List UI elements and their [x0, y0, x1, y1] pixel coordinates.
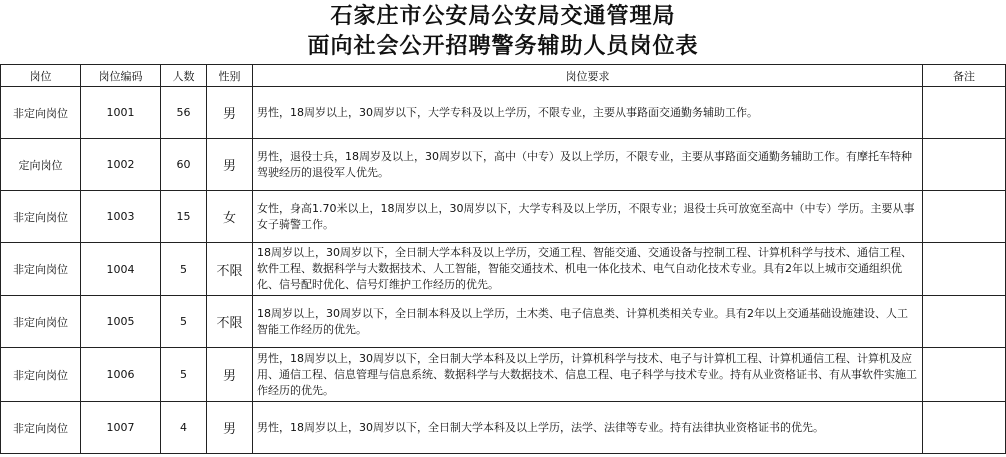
- cell-note: [923, 139, 1006, 191]
- table-header-row: [1, 65, 1006, 87]
- cell-note: [923, 87, 1006, 139]
- header-post: 岗位: [1, 65, 81, 87]
- cell-code: 1002: [81, 139, 161, 191]
- cell-requirement: 男性，18周岁以上，30周岁以下，全日制大学本科及以上学历，计算机科学与技术、电子与计算机工程、计算机通信工程、计算机及应用、通信工程、信息管理与信息系统、数据科学与大数据技术、信息工程、电子科学与技术专业。持有从业资格证书、有从事软件实施工作经历的优先。: [253, 348, 923, 402]
- cell-post: 非定向岗位: [1, 348, 81, 402]
- cell-post: 非定向岗位: [1, 87, 81, 139]
- cell-note: [923, 402, 1006, 454]
- cell-count: 60: [161, 139, 207, 191]
- table-row: [1, 139, 1006, 191]
- cell-code: 1004: [81, 243, 161, 296]
- cell-post: 非定向岗位: [1, 243, 81, 296]
- cell-requirement: 男性，18周岁以上，30周岁以下，全日制大学本科及以上学历，法学、法律等专业。持有法律执业资格证书的优先。: [253, 402, 923, 454]
- cell-requirement: 18周岁以上，30周岁以下，全日制大学本科及以上学历，交通工程、智能交通、交通设备与控制工程、计算机科学与技术、通信工程、软件工程、数据科学与大数据技术、人工智能，智能交通技术、机电一体化技术、电气自动化技术专业。具有2年以上城市交通组织优化、信号配时优化、信号灯维护工作经历的优先。: [253, 243, 923, 296]
- positions-table: [0, 64, 1006, 454]
- cell-code: 1007: [81, 402, 161, 454]
- cell-requirement: 男性，18周岁以上，30周岁以下，大学专科及以上学历，不限专业，主要从事路面交通勤务辅助工作。: [253, 87, 923, 139]
- header-count: 人数: [161, 65, 207, 87]
- cell-post: 定向岗位: [1, 139, 81, 191]
- cell-note: [923, 348, 1006, 402]
- cell-count: 5: [161, 243, 207, 296]
- cell-gender: 男: [207, 139, 253, 191]
- cell-note: [923, 191, 1006, 243]
- cell-gender: 女: [207, 191, 253, 243]
- cell-requirement: 男性，退役士兵，18周岁及以上，30周岁以下，高中（中专）及以上学历，不限专业，主要从事路面交通勤务辅助工作。有摩托车特种驾驶经历的退役军人优先。: [253, 139, 923, 191]
- cell-code: 1003: [81, 191, 161, 243]
- cell-note: [923, 243, 1006, 296]
- cell-count: 5: [161, 348, 207, 402]
- cell-post: 非定向岗位: [1, 191, 81, 243]
- cell-gender: 男: [207, 348, 253, 402]
- cell-post: 非定向岗位: [1, 296, 81, 348]
- table-row: [1, 348, 1006, 402]
- table-row: [1, 191, 1006, 243]
- cell-count: 4: [161, 402, 207, 454]
- header-code: 岗位编码: [81, 65, 161, 87]
- cell-gender: 男: [207, 402, 253, 454]
- cell-count: 5: [161, 296, 207, 348]
- table-row: [1, 402, 1006, 454]
- cell-count: 15: [161, 191, 207, 243]
- cell-code: 1005: [81, 296, 161, 348]
- cell-post: 非定向岗位: [1, 402, 81, 454]
- cell-note: [923, 296, 1006, 348]
- page-title-line1: 石家庄市公安局公安局交通管理局: [330, 4, 676, 29]
- table-row: [1, 243, 1006, 296]
- cell-requirement: 女性，身高1.70米以上，18周岁以上，30周岁以下，大学专科及以上学历，不限专业；退役士兵可放宽至高中（中专）学历。主要从事女子骑警工作。: [253, 191, 923, 243]
- cell-gender: 男: [207, 87, 253, 139]
- page-title-line2: 面向社会公开招聘警务辅助人员岗位表: [307, 34, 699, 59]
- cell-count: 56: [161, 87, 207, 139]
- cell-requirement: 18周岁以上，30周岁以下，全日制本科及以上学历，土木类、电子信息类、计算机类相关专业。具有2年以上交通基础设施建设、人工智能工作经历的优先。: [253, 296, 923, 348]
- header-requirement: 岗位要求: [253, 65, 923, 87]
- header-gender: 性别: [207, 65, 253, 87]
- cell-code: 1006: [81, 348, 161, 402]
- cell-gender: 不限: [207, 243, 253, 296]
- cell-gender: 不限: [207, 296, 253, 348]
- cell-code: 1001: [81, 87, 161, 139]
- table-row: [1, 87, 1006, 139]
- header-note: 备注: [923, 65, 1006, 87]
- table-row: [1, 296, 1006, 348]
